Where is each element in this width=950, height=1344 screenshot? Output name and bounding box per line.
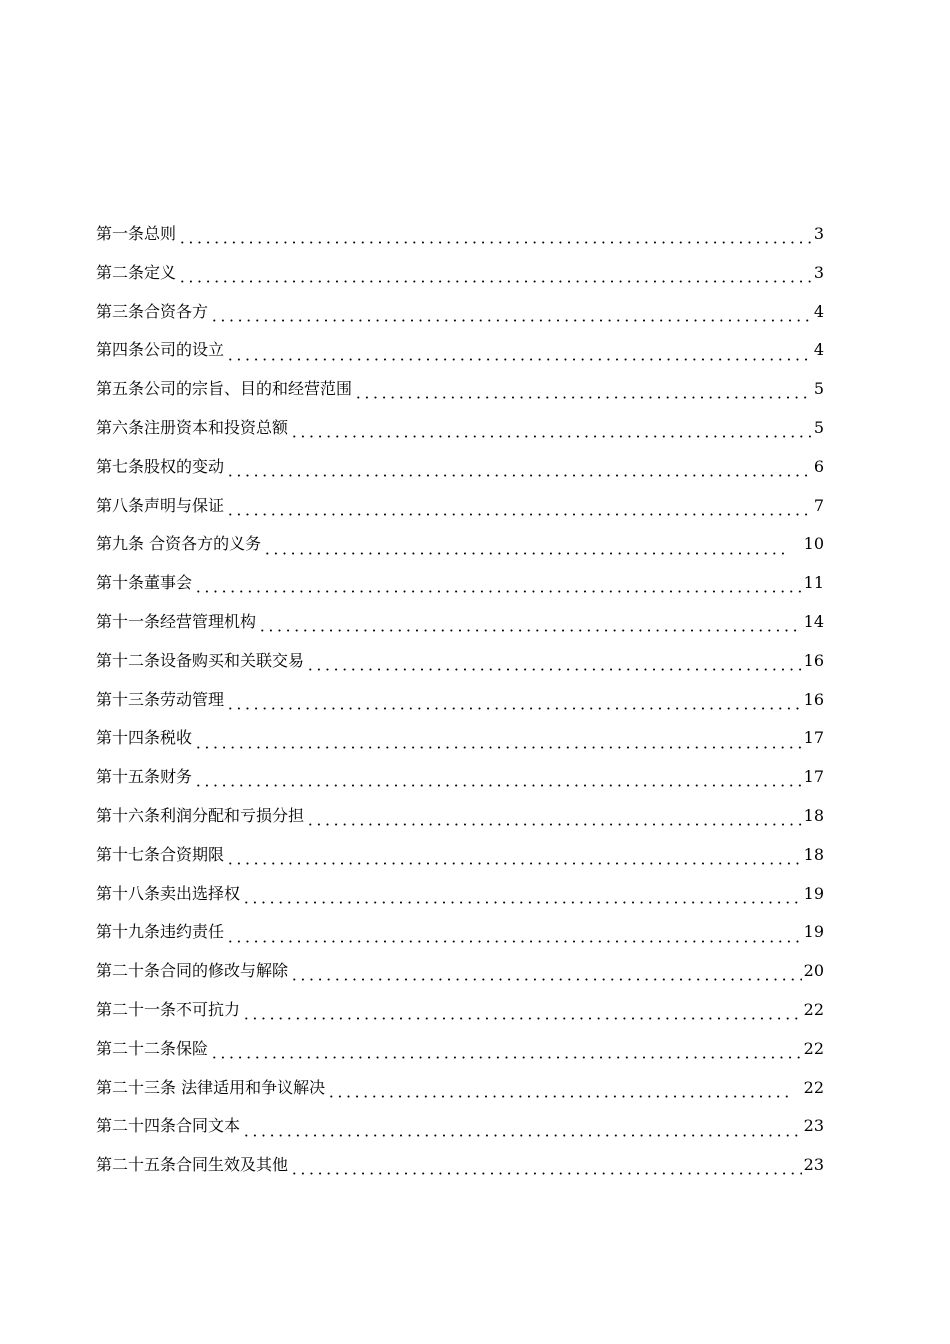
toc-entry-title: 第九条 合资各方的义务 [96, 534, 262, 554]
toc-entry-title: 第十一条经营管理机构 [96, 611, 257, 631]
toc-entry-page: 18 [803, 805, 824, 825]
toc-entry-page: 17 [803, 728, 824, 748]
toc-entry[interactable] [96, 492, 824, 531]
table-of-contents [96, 220, 824, 1190]
toc-entry[interactable] [96, 996, 824, 1035]
toc-dot-leader [290, 975, 802, 985]
toc-entry[interactable] [96, 569, 824, 608]
toc-entry-page: 14 [803, 611, 824, 631]
toc-entry-page: 5 [813, 379, 824, 399]
toc-entry[interactable] [96, 220, 824, 259]
toc-dot-leader [210, 315, 812, 325]
toc-entry-page: 16 [803, 650, 824, 670]
toc-entry[interactable] [96, 647, 824, 686]
toc-entry-page: 20 [803, 961, 824, 981]
toc-dot-leader [327, 1091, 790, 1101]
toc-dot-leader [178, 277, 812, 287]
toc-dot-leader [242, 897, 802, 907]
toc-entry[interactable] [96, 453, 824, 492]
toc-dot-leader [210, 1053, 802, 1063]
toc-entry[interactable] [96, 802, 824, 841]
toc-entry[interactable] [96, 336, 824, 375]
toc-entry-title: 第十六条利润分配和亏损分担 [96, 805, 305, 825]
toc-entry-page: 3 [813, 262, 824, 282]
toc-dot-leader [263, 548, 790, 558]
toc-dot-leader [242, 1130, 802, 1140]
toc-entry[interactable] [96, 298, 824, 337]
toc-dot-leader [242, 1014, 802, 1024]
toc-entry-page: 19 [803, 922, 824, 942]
toc-entry-page: 22 [803, 999, 824, 1019]
toc-dot-leader [194, 587, 802, 597]
toc-entry[interactable] [96, 957, 824, 996]
toc-entry-page: 5 [813, 417, 824, 437]
toc-dot-leader [258, 626, 802, 636]
toc-entry-title: 第十条董事会 [96, 573, 193, 593]
toc-entry-title: 第十二条设备购买和关联交易 [96, 650, 305, 670]
toc-entry-title: 第六条注册资本和投资总额 [96, 417, 289, 437]
toc-entry-page: 23 [803, 1116, 824, 1136]
toc-entry-title: 第二十四条合同文本 [96, 1116, 241, 1136]
toc-entry-page: 10 [803, 534, 824, 554]
toc-dot-leader [226, 509, 812, 519]
toc-entry-title: 第十三条劳动管理 [96, 689, 225, 709]
toc-dot-leader [226, 471, 812, 481]
toc-entry-page: 16 [803, 689, 824, 709]
toc-entry[interactable] [96, 414, 824, 453]
toc-entry-title: 第八条声明与保证 [96, 495, 225, 515]
toc-entry-title: 第二条定义 [96, 262, 177, 282]
toc-entry-page: 17 [803, 767, 824, 787]
toc-dot-leader [306, 820, 802, 830]
toc-entry-title: 第十四条税收 [96, 728, 193, 748]
toc-entry-title: 第十八条卖出选择权 [96, 883, 241, 903]
toc-entry-page: 6 [813, 456, 824, 476]
toc-entry-page: 4 [813, 301, 824, 321]
toc-entry[interactable] [96, 1074, 824, 1113]
toc-dot-leader [226, 936, 802, 946]
toc-entry-page: 22 [803, 1077, 824, 1097]
toc-entry[interactable] [96, 530, 824, 569]
toc-dot-leader [290, 432, 812, 442]
toc-entry[interactable] [96, 259, 824, 298]
toc-dot-leader [226, 354, 812, 364]
toc-entry-page: 19 [803, 883, 824, 903]
toc-dot-leader [354, 393, 812, 403]
toc-entry-page: 4 [813, 340, 824, 360]
toc-entry[interactable] [96, 918, 824, 957]
toc-entry[interactable] [96, 608, 824, 647]
toc-entry[interactable] [96, 1035, 824, 1074]
toc-entry-page: 7 [813, 495, 824, 515]
toc-entry-title: 第二十三条 法律适用和争议解决 [96, 1077, 326, 1097]
toc-entry-title: 第七条股权的变动 [96, 456, 225, 476]
toc-entry[interactable] [96, 1151, 824, 1190]
toc-entry-page: 11 [803, 573, 824, 593]
toc-entry-title: 第十五条财务 [96, 767, 193, 787]
toc-entry[interactable] [96, 880, 824, 919]
toc-entry-title: 第三条合资各方 [96, 301, 209, 321]
toc-entry[interactable] [96, 763, 824, 802]
toc-dot-leader [178, 238, 812, 248]
toc-dot-leader [226, 703, 802, 713]
toc-entry-page: 3 [813, 224, 824, 243]
toc-entry[interactable] [96, 686, 824, 725]
toc-entry-title: 第十七条合资期限 [96, 844, 225, 864]
toc-entry-title: 第二十条合同的修改与解除 [96, 961, 289, 981]
toc-dot-leader [194, 781, 802, 791]
toc-entry[interactable] [96, 1112, 824, 1151]
toc-entry-title: 第二十五条合同生效及其他 [96, 1155, 289, 1175]
toc-entry-page: 22 [803, 1038, 824, 1058]
toc-dot-leader [290, 1169, 802, 1179]
toc-dot-leader [306, 665, 802, 675]
toc-entry-title: 第二十二条保险 [96, 1038, 209, 1058]
toc-entry-title: 第十九条违约责任 [96, 922, 225, 942]
toc-entry-title: 第一条总则 [96, 224, 177, 243]
toc-entry[interactable] [96, 841, 824, 880]
toc-entry-title: 第五条公司的宗旨、目的和经营范围 [96, 379, 353, 399]
toc-entry[interactable] [96, 375, 824, 414]
toc-entry-title: 第四条公司的设立 [96, 340, 225, 360]
toc-entry-page: 18 [803, 844, 824, 864]
toc-dot-leader [226, 859, 802, 869]
toc-dot-leader [194, 742, 802, 752]
toc-entry-title: 第二十一条不可抗力 [96, 999, 241, 1019]
toc-entry-page: 23 [803, 1155, 824, 1175]
toc-entry[interactable] [96, 724, 824, 763]
